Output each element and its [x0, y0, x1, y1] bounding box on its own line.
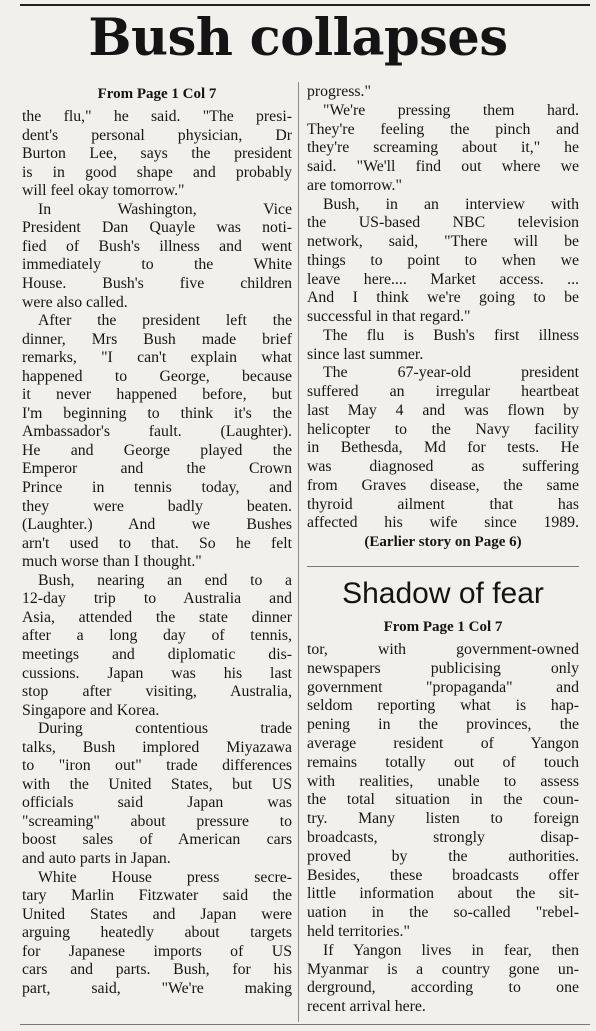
- text-line: President Dan Quayle was noti-: [22, 219, 292, 237]
- text-line: in Bethesda, Md for tests. He: [307, 439, 579, 457]
- text-line: House. Bush's five children: [22, 274, 292, 292]
- text-line: newspapers publicising only: [307, 659, 579, 677]
- text-line: The 67-year-old president: [323, 364, 579, 382]
- text-line: stop after visiting, Australia,: [22, 683, 292, 701]
- text-line: officials said Japan was: [22, 794, 292, 812]
- text-line: Ambassador's fault. (Laughter).: [22, 423, 292, 441]
- text-line: 12-day trip to Australia and: [22, 590, 292, 608]
- main-jump-line: From Page 1 Col 7: [97, 86, 217, 102]
- text-line: thyroid ailment that has: [307, 495, 579, 513]
- text-line: last May 4 and was flown by: [307, 401, 579, 419]
- text-line: things to point to when we: [307, 251, 579, 269]
- text-line: The flu is Bush's first illness: [323, 326, 579, 344]
- text-line: And I think we're going to be: [307, 289, 579, 307]
- text-line: recent arrival here.: [307, 998, 426, 1016]
- text-line: pening in the provinces, the: [307, 716, 579, 734]
- text-line: Prince in tennis today, and: [22, 479, 292, 496]
- text-line: after a long day of tennis,: [22, 627, 292, 645]
- text-line: suffered an irregular heartbeat: [307, 383, 579, 400]
- text-line: they're screaming about it," he: [307, 139, 579, 157]
- text-line: Besides, these broadcasts offer: [307, 866, 579, 884]
- text-line: government "propaganda" and: [307, 678, 579, 696]
- text-line: and auto parts in Japan.: [22, 850, 171, 867]
- text-line: Burton Lee, says the president: [22, 145, 292, 163]
- story-separator-rule: [307, 566, 579, 567]
- text-line: since last summer.: [307, 345, 424, 363]
- text-line: said. "We'll find out where we: [307, 158, 579, 175]
- text-line: the flu," he said. "The presi-: [22, 108, 292, 125]
- text-line: He and George played the: [22, 441, 292, 459]
- text-line: tary Marlin Fitzwater said the: [22, 887, 292, 905]
- text-line: Bush, in an interview with: [323, 195, 579, 213]
- column-rule: [298, 82, 299, 1022]
- text-line: progress.": [307, 83, 371, 100]
- text-line: happened to George, because: [22, 367, 292, 385]
- text-line: Asia, attended the state dinner: [22, 608, 292, 626]
- text-line: (Earlier story on Page 6): [364, 534, 522, 550]
- text-line: dinner, Mrs Bush made brief: [22, 330, 292, 348]
- text-line: Singapore and Korea.: [22, 701, 160, 719]
- text-line: with the United States, but US: [22, 775, 292, 793]
- text-line: for Japanese imports of US: [22, 942, 292, 960]
- text-line: They're feeling the pinch and: [307, 120, 579, 138]
- text-line: is in good shape and probably: [22, 163, 292, 181]
- text-line: remains totally out of touch: [307, 753, 579, 771]
- second-jump-line: From Page 1 Col 7: [383, 619, 503, 635]
- text-line: part, said, "We're making: [22, 979, 292, 997]
- text-line: talks, Bush implored Miyazawa: [22, 738, 292, 756]
- text-line: arn't used to that. So he felt: [22, 534, 292, 552]
- text-line: Myanmar is a country gone un-: [307, 960, 579, 978]
- text-line: boost sales of American cars: [22, 831, 292, 849]
- text-line: was diagnosed as suffering: [307, 458, 579, 475]
- text-line: United States and Japan were: [22, 905, 292, 923]
- text-line: affected his wife since 1989.: [307, 514, 579, 532]
- text-line: network, said, "There will be: [307, 233, 579, 250]
- subhead: Shadow of fear: [342, 577, 544, 610]
- text-line: cussions. Japan was his last: [22, 664, 292, 682]
- text-line: they were badly beaten.: [22, 497, 292, 515]
- text-line: White House press secre-: [38, 868, 292, 886]
- text-line: dent's personal physician, Dr: [22, 126, 292, 144]
- text-line: "screaming" about pressure to: [22, 812, 292, 830]
- text-line: broadcasts, strongly disap-: [307, 829, 579, 846]
- bottom-rule: [20, 1024, 590, 1025]
- text-line: much worse than I thought.": [22, 553, 202, 571]
- text-line: with realities, unable to assess: [307, 772, 579, 790]
- headline: Bush collapses: [88, 8, 508, 68]
- text-line: will feel okay tomorrow.": [22, 182, 185, 200]
- text-line: average resident of Yangon: [307, 735, 579, 752]
- text-line: During contentious trade: [38, 720, 292, 738]
- text-line: from Graves disease, the same: [307, 476, 579, 494]
- text-line: successful in that regard.": [307, 308, 471, 325]
- text-line: "We're pressing them hard.: [323, 101, 579, 119]
- text-line: are tomorrow.": [307, 176, 402, 194]
- text-line: Bush, nearing an end to a: [38, 571, 292, 589]
- text-line: If Yangon lives in fear, then: [323, 941, 579, 959]
- text-line: immediately to the White: [22, 256, 292, 274]
- text-line: fied of Bush's illness and went: [22, 237, 292, 255]
- text-line: leave here.... Market access. ...: [307, 270, 579, 288]
- text-line: the US-based NBC television: [307, 214, 579, 232]
- text-line: arguing heatedly about targets: [22, 924, 292, 942]
- text-line: (Laughter.) And we Bushes: [22, 516, 292, 534]
- text-line: try. Many listen to foreign: [307, 810, 579, 828]
- text-line: meetings and diplomatic dis-: [22, 645, 292, 663]
- text-line: proved by the authorities.: [307, 847, 579, 865]
- text-line: tor, with government-owned: [307, 641, 579, 658]
- text-line: cars and parts. Bush, for his: [22, 961, 292, 979]
- text-line: were also called.: [22, 293, 128, 311]
- text-line: seldom reporting what is hap-: [307, 697, 579, 715]
- text-line: it never happened before, but: [22, 386, 292, 404]
- text-line: I'm beginning to think it's the: [22, 404, 292, 422]
- text-line: After the president left the: [38, 312, 292, 330]
- text-line: helicopter to the Navy facility: [307, 420, 579, 438]
- text-line: In Washington, Vice: [38, 200, 292, 218]
- text-line: held territories.": [307, 923, 410, 940]
- text-line: the total situation in the coun-: [307, 791, 579, 809]
- text-line: remarks, "I can't explain what: [22, 349, 292, 367]
- text-line: to "iron out" trade differences: [22, 757, 292, 775]
- text-line: Emperor and the Crown: [22, 460, 292, 478]
- text-line: derground, according to one: [307, 979, 579, 997]
- text-line: little information about the sit-: [307, 885, 579, 903]
- text-line: uation in the so-called "rebel-: [307, 904, 579, 922]
